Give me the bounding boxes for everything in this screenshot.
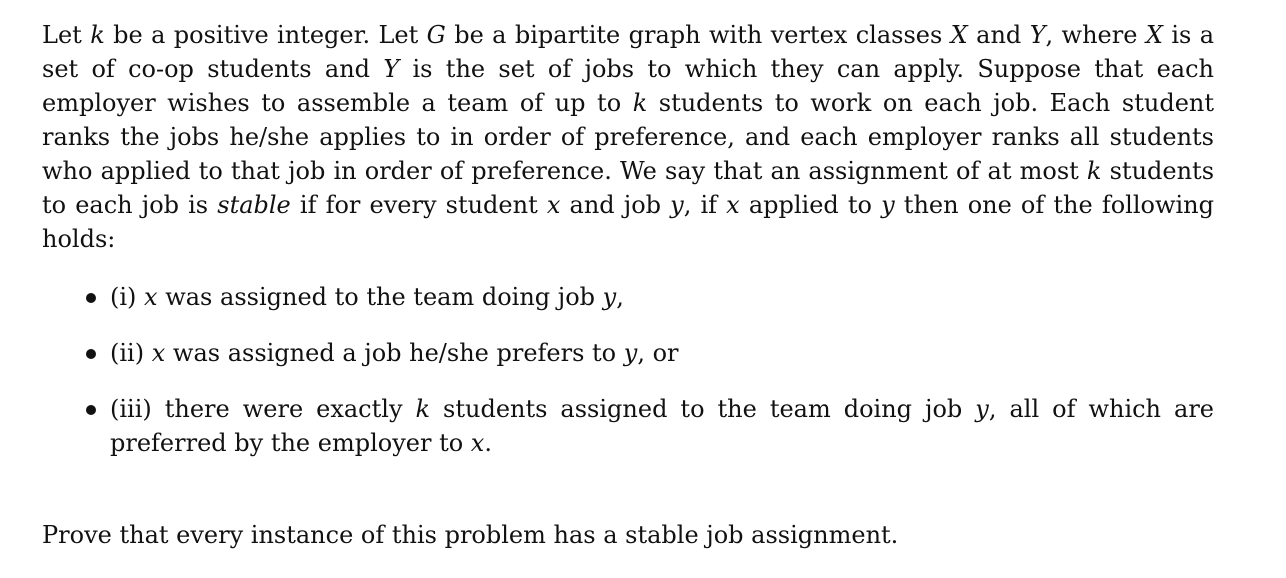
bullet-icon (86, 405, 96, 415)
math-k: k (415, 395, 431, 423)
condition-item (42, 336, 1214, 370)
math-X: X (1145, 21, 1163, 49)
math-k: k (90, 21, 105, 49)
condition-item (42, 280, 1214, 314)
intro-text: then one of the following holds: (42, 191, 1214, 253)
condition-text: . (484, 429, 492, 457)
math-k: k (632, 89, 648, 117)
math-G: G (426, 21, 446, 49)
intro-text: , where (1045, 21, 1146, 49)
math-x: x (144, 283, 158, 311)
intro-text: be a bipartite graph with vertex classes (445, 21, 951, 49)
intro-text: students to each job is (42, 157, 1215, 219)
condition-text: students assigned to the team doing job (430, 395, 976, 423)
condition-text: (i) (110, 283, 145, 311)
condition-text: , all of which are preferred by the employer to (110, 395, 1214, 457)
intro-text: applied to (739, 191, 882, 219)
math-Y: Y (383, 55, 400, 83)
intro-paragraph (42, 18, 1214, 256)
condition-text: , or (637, 339, 679, 367)
conclusion-sentence: Prove that every instance of this problem has a stable job assignment. (42, 521, 899, 549)
math-y: y (623, 339, 638, 367)
math-y: y (670, 191, 684, 219)
math-Y: Y (1029, 21, 1046, 49)
intro-text: , if (683, 191, 727, 219)
intro-text: is the set of jobs to which they can apply. Suppose that each employer wishes to assemble a team of up to (42, 55, 1215, 117)
condition-text: , (616, 283, 624, 311)
math-k: k (1086, 157, 1102, 185)
bullet-icon (86, 349, 96, 359)
math-y: y (602, 283, 617, 311)
bullet-icon (86, 293, 96, 303)
emphasis-stable: stable (217, 191, 291, 219)
problem-statement (42, 18, 1215, 549)
condition-text: (iii) there were exactly (110, 395, 416, 423)
intro-text: students to work on each job. Each student ranks the jobs he/she applies to in order of preference, and each employer ranks all students who applied to that job in order of preference. We say that an assignment of at most (42, 89, 1215, 185)
intro-text: is a set of co-op students and (42, 21, 1215, 83)
intro-text: if for every student (290, 191, 547, 219)
math-y: y (975, 395, 989, 423)
condition-text: was assigned to the team doing job (157, 283, 603, 311)
math-y: y (881, 191, 895, 219)
condition-item (42, 392, 1214, 460)
math-x: x (151, 339, 166, 367)
intro-text: and job (560, 191, 671, 219)
intro-text: and (967, 21, 1030, 49)
math-X: X (950, 21, 968, 49)
math-x: x (726, 191, 740, 219)
math-x: x (470, 429, 485, 457)
conditions-list (42, 280, 1214, 460)
math-x: x (546, 191, 561, 219)
condition-text: (ii) (110, 339, 152, 367)
condition-text: was assigned a job he/she prefers to (165, 339, 624, 367)
intro-text: Let (42, 21, 91, 49)
intro-text: be a positive integer. Let (104, 21, 427, 49)
